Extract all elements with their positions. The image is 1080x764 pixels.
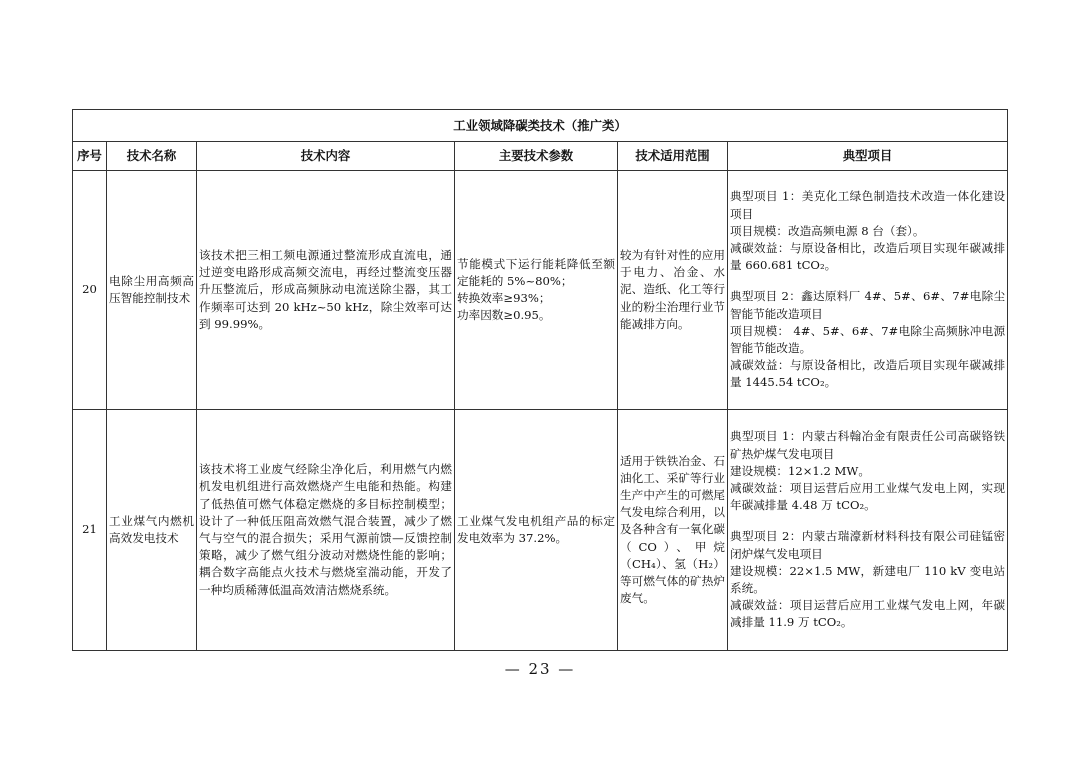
project-benefit: 减碳效益：项目运营后应用工业煤气发电上网，年碳减排量 11.9 万 tCO₂。 <box>730 598 1006 630</box>
project-scale: 项目规模： 4#、5#、6#、7#电除尘高频脉冲电源智能节能改造。 <box>730 323 1006 355</box>
param-line: 工业煤气发电机组产品的标定发电效率为 37.2%。 <box>457 513 615 545</box>
page-number: — 23 — <box>504 660 576 678</box>
table-title-row <box>73 110 1008 142</box>
header-scope: 技术适用范围 <box>618 142 728 171</box>
tech-name: 电除尘用高频高压智能控制技术 <box>107 171 197 410</box>
param-line: 功率因数≥0.95。 <box>457 308 551 323</box>
table-row <box>73 171 1008 410</box>
project-scale: 建设规模：12×1.2 MW。 <box>730 463 870 478</box>
row-number: 21 <box>73 410 107 651</box>
project-benefit: 减碳效益：与原设备相比，改造后项目实现年碳减排量 660.681 tCO₂。 <box>730 240 1006 273</box>
table-header-row <box>73 142 1008 171</box>
tech-content: 该技术把三相工频电源通过整流形成直流电，通过逆变电路形成高频交流电，再经过整流变压器升压整流后，形成高频脉动电流送除尘器，其工作频率可达到 20 kHz~50 kHz，除尘效率可达到 99.99%。 <box>197 171 455 410</box>
table-row <box>73 410 1008 651</box>
header-typical-projects: 典型项目 <box>728 142 1008 171</box>
project-benefit: 减碳效益：与原设备相比，改造后项目实现年碳减排量 1445.54 tCO₂。 <box>730 358 1006 390</box>
table-title: 工业领域降碳类技术（推广类） <box>73 110 1008 142</box>
project-title: 典型项目 2：内蒙古瑞濠新材料科技有限公司硅锰密闭炉煤气发电项目 <box>730 529 1006 561</box>
application-scope: 较为有针对性的应用于电力、冶金、水泥、造纸、化工等行业的粉尘治理行业节能减排方向。 <box>618 171 728 410</box>
project-title: 典型项目 1：内蒙古科翰冶金有限责任公司高碳铬铁矿热炉煤气发电项目 <box>730 429 1006 461</box>
typical-projects <box>728 410 1008 651</box>
row-number: 20 <box>73 171 107 410</box>
project-scale: 建设规模：22×1.5 MW，新建电厂 110 kV 变电站系统。 <box>730 563 1006 595</box>
project-benefit: 减碳效益：项目运营后应用工业煤气发电上网，实现年碳减排量 4.48 万 tCO₂。 <box>730 480 1006 513</box>
param-line: 节能模式下运行能耗降低至额定能耗的 5%~80%； <box>457 256 615 288</box>
tech-content: 该技术将工业废气经除尘净化后，利用燃气内燃机发电机组进行高效燃烧产生电能和热能。构建了低热值可燃气体稳定燃烧的多目标控制模型；设计了一种低压阻高效燃气混合装置，减少了燃气与空气的混合损失；采用气源前馈—反馈控制策略，减少了燃气组分波动对燃烧性能的影响；耦合数字高能点火技术与燃烧室湍动能，开发了一种均质稀薄低温高效清洁燃烧系统。 <box>197 410 455 651</box>
project-title: 典型项目 2：鑫达原料厂 4#、5#、6#、7#电除尘智能节能改造项目 <box>730 289 1006 321</box>
header-tech-name: 技术名称 <box>107 142 197 171</box>
header-main-params: 主要技术参数 <box>455 142 618 171</box>
header-tech-content: 技术内容 <box>197 142 455 171</box>
technology-table <box>72 109 1008 651</box>
tech-name: 工业煤气内燃机高效发电技术 <box>107 410 197 651</box>
header-number: 序号 <box>73 142 107 171</box>
project-scale: 项目规模：改造高频电源 8 台（套）。 <box>730 223 925 238</box>
main-params <box>455 410 618 651</box>
project-title: 典型项目 1：美克化工绿色制造技术改造一体化建设项目 <box>730 189 1006 221</box>
typical-projects <box>728 171 1008 410</box>
main-params <box>455 171 618 410</box>
param-line: 转换效率≥93%； <box>457 291 551 305</box>
application-scope: 适用于铁铁冶金、石油化工、采矿等行业生产中产生的可燃尾气发电综合利用，以及各种含有一氧化碳（CO）、甲烷（CH₄）、氢（H₂）等可燃气体的矿热炉废气。 <box>618 410 728 651</box>
